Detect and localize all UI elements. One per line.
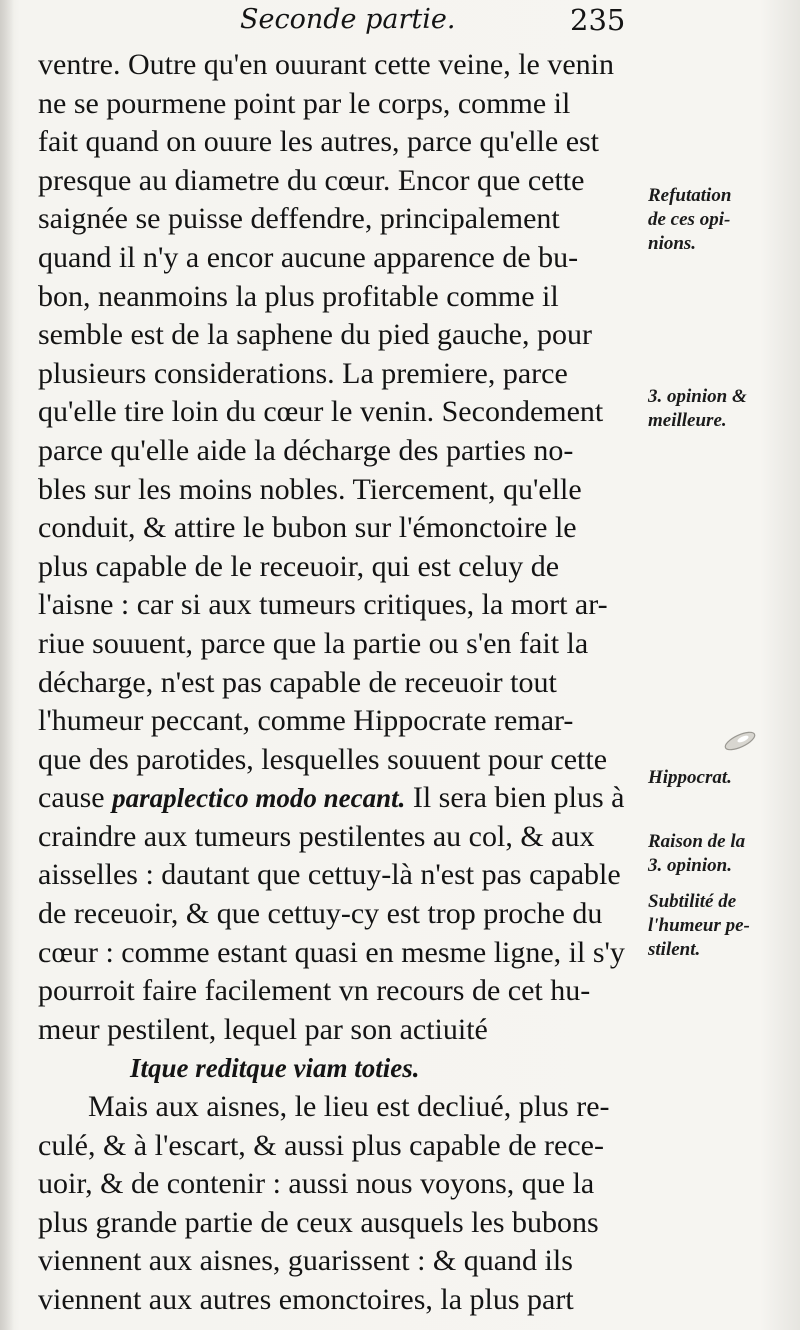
text-line: parce qu'elle aide la décharge des parties no- bbox=[38, 433, 574, 467]
text-line: conduit, & attire le bubon sur l'émonctoire le bbox=[38, 511, 577, 545]
verse-quotation: Itque reditque viam toties. bbox=[130, 1053, 420, 1084]
margin-note-line: Raison de la bbox=[648, 831, 746, 852]
text-line: craindre aux tumeurs pestilentes au col, & aux bbox=[38, 819, 595, 853]
margin-note-line: l'humeur pe- bbox=[648, 915, 750, 936]
text-line: bles sur les moins nobles. Tiercement, qu'elle bbox=[38, 472, 582, 506]
text-line: plusieurs considerations. La premiere, parce bbox=[38, 356, 568, 390]
running-head: Seconde partie. bbox=[240, 4, 456, 35]
text-line: plus grande partie de ceux ausquels les bubons bbox=[38, 1205, 599, 1239]
text-line: fait quand on ouure les autres, parce qu'elle est bbox=[38, 125, 600, 159]
text-line: bon, neanmoins la plus profitable comme il bbox=[38, 279, 559, 313]
text-line: meur pestilent, lequel par son actiuité bbox=[38, 1012, 488, 1046]
margin-note-line: Refutation bbox=[648, 185, 732, 206]
text-line-with-latin bbox=[38, 779, 658, 818]
text-line: de receuoir, & que cettuy-cy est trop proche du bbox=[38, 897, 603, 931]
text-line: presque au diametre du cœur. Encor que cette bbox=[38, 163, 585, 197]
text-line: viennent aux aisnes, guarissent : & quand ils bbox=[38, 1244, 573, 1278]
latin-quotation: paraplectico modo necant. bbox=[112, 783, 406, 814]
margin-note-line: 3. opinion. bbox=[648, 855, 732, 876]
margin-note-line: Subtilité de bbox=[648, 891, 737, 912]
text-line: Mais aux aisnes, le lieu est decliué, plus re- bbox=[88, 1090, 610, 1124]
text-line: ne se pourmene point par le corps, comme il bbox=[38, 86, 571, 120]
body-text bbox=[38, 46, 658, 1320]
margin-note-line: stilent. bbox=[648, 939, 701, 960]
ink-blot-ornament bbox=[716, 730, 762, 752]
line-20-post: Il sera bien plus à bbox=[405, 781, 625, 815]
line-20-pre: cause bbox=[38, 781, 113, 815]
margin-note-line: nions. bbox=[648, 233, 697, 254]
margin-note-hippocrat bbox=[648, 766, 798, 790]
text-line: aisselles : dautant que cettuy-là n'est pas capable bbox=[38, 858, 621, 892]
text-line: plus capable de le receuoir, qui est celuy de bbox=[38, 549, 560, 583]
text-line: que des parotides, lesquelles souuent pour cette bbox=[38, 742, 608, 776]
margin-note-line: 3. opinion & bbox=[648, 386, 747, 407]
margin-note-third-opinion bbox=[648, 385, 798, 433]
text-line: saignée se puisse deffendre, principalement bbox=[38, 202, 560, 236]
text-line: ventre. Outre qu'en ouurant cette veine, le venin bbox=[38, 48, 615, 81]
margin-note-subtilite bbox=[648, 890, 798, 962]
margin-note-line: meilleure. bbox=[648, 410, 727, 431]
text-line: cœur : comme estant quasi en mesme ligne, il s'y bbox=[38, 935, 625, 969]
margin-note-line: de ces opi- bbox=[648, 209, 731, 230]
binding-shadow bbox=[0, 0, 14, 1330]
text-line: décharge, n'est pas capable de receuoir tout bbox=[38, 665, 557, 699]
text-line: uoir, & de contenir : aussi nous voyons, que la bbox=[38, 1167, 595, 1201]
text-line: pourroit faire facilement vn recours de cet hu- bbox=[38, 974, 591, 1008]
text-line: semble est de la saphene du pied gauche, pour bbox=[38, 318, 592, 352]
margin-note-refutation bbox=[648, 184, 798, 256]
text-line: qu'elle tire loin du cœur le venin. Secondement bbox=[38, 395, 604, 429]
text-line: culé, & à l'escart, & aussi plus capable de rece- bbox=[38, 1128, 604, 1162]
page-number: 235 bbox=[570, 3, 626, 37]
text-line: viennent aux autres emonctoires, la plus part bbox=[38, 1283, 574, 1316]
text-line: l'humeur peccant, comme Hippocrate remar- bbox=[38, 704, 574, 738]
text-line: quand il n'y a encor aucune apparence de bu- bbox=[38, 240, 579, 274]
margin-note-line: Hippocrat. bbox=[648, 767, 732, 788]
text-line: riue souuent, parce que la partie ou s'en fait la bbox=[38, 626, 589, 660]
margin-note-raison bbox=[648, 830, 798, 878]
text-line: l'aisne : car si aux tumeurs critiques, la mort ar- bbox=[38, 588, 608, 622]
